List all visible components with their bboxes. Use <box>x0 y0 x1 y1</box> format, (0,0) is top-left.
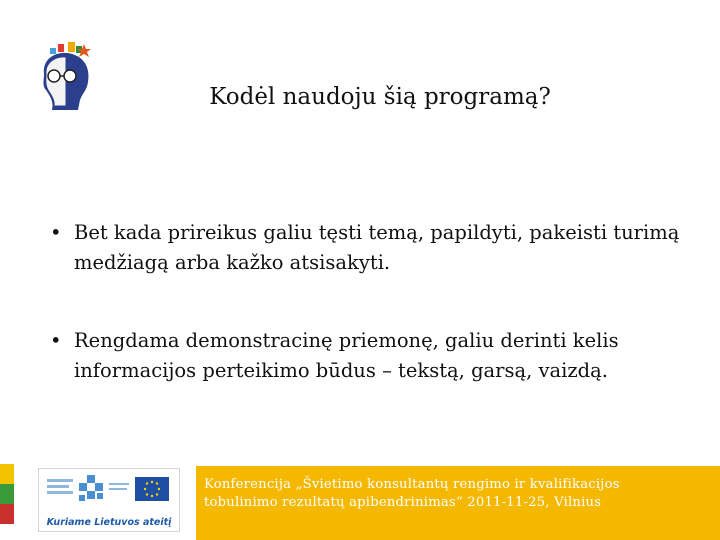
conference-line-1: Konferencija „Švietimo konsultantų rengimo ir kvalifikacijos <box>204 477 620 492</box>
bullet-list <box>50 218 690 434</box>
conference-line-2: tobulinimo rezultatų apibendrinimas“ 2011-11-25, Vilnius <box>204 495 602 510</box>
flag-stripe-yellow <box>0 464 14 484</box>
flag-stripe-red <box>0 504 14 524</box>
conference-bar <box>196 466 720 540</box>
partners-tagline: Kuriame Lietuvos ateitį <box>46 517 172 528</box>
bullet-marker: • <box>50 221 62 244</box>
bullet-item <box>50 218 690 278</box>
bullet-text: Bet kada prireikus galiu tęsti temą, papildyti, pakeisti turimą medžiagą arba kažko atsisakyti. <box>74 221 680 274</box>
head-logo-icon <box>32 40 102 112</box>
eu-flag-icon <box>135 477 169 501</box>
conference-text <box>204 476 684 512</box>
bullet-item <box>50 326 690 386</box>
slide-title: Kodėl naudoju šią programą? <box>209 84 551 110</box>
bullet-marker: • <box>50 329 62 352</box>
flag-stripe-green <box>0 484 14 504</box>
bullet-text: Rengdama demonstracinę priemonę, galiu derinti kelis informacijos perteikimo būdus – tekstą, garsą, vaizdą. <box>74 329 619 382</box>
partners-logo <box>38 468 180 532</box>
